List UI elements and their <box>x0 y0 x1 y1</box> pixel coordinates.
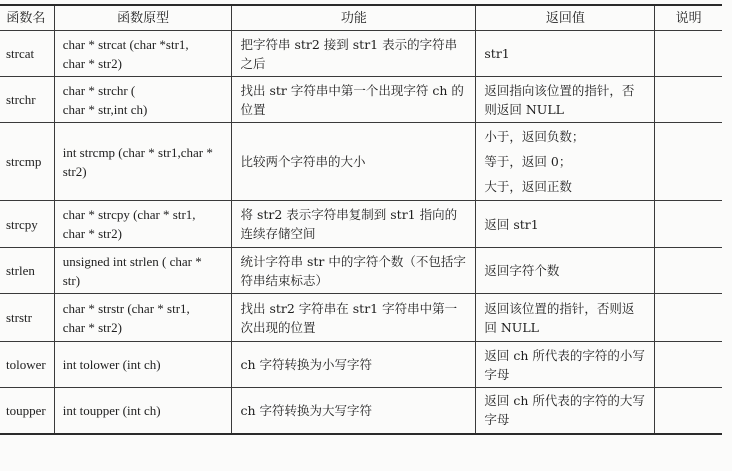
cell-note <box>655 201 722 248</box>
cell-name: strstr <box>0 294 54 342</box>
cell-return-value: 返回该位置的指针，否则返回 NULL <box>476 294 655 342</box>
string-functions-table <box>0 4 722 435</box>
cell-note <box>655 123 722 201</box>
cell-function: 找出 str 字符串中第一个出现字符 ch 的位置 <box>232 77 476 123</box>
cell-function: 将 str2 表示字符串复制到 str1 指向的连续存储空间 <box>232 201 476 248</box>
table-row <box>0 201 722 248</box>
cell-prototype: int toupper (int ch) <box>54 388 232 434</box>
cell-name: tolower <box>0 342 54 388</box>
cell-return-value: 小于，返回负数； 等于，返回 0； 大于，返回正数 <box>476 123 655 201</box>
header-prototype: 函数原型 <box>54 5 232 31</box>
cell-function: 找出 str2 字符串在 str1 字符串中第一次出现的位置 <box>232 294 476 342</box>
cell-function: 把字符串 str2 接到 str1 表示的字符串之后 <box>232 31 476 77</box>
cell-name: strlen <box>0 248 54 294</box>
table-row <box>0 31 722 77</box>
cell-prototype: char * strchr ( char * str,int ch) <box>54 77 232 123</box>
cell-prototype: int strcmp (char * str1,char * str2) <box>54 123 232 201</box>
cell-prototype: char * strcat (char *str1, char * str2) <box>54 31 232 77</box>
cell-name: strcat <box>0 31 54 77</box>
table-row <box>0 342 722 388</box>
cell-return-value: 返回字符个数 <box>476 248 655 294</box>
cell-function: 统计字符串 str 中的字符个数（不包括字符串结束标志） <box>232 248 476 294</box>
cell-prototype: unsigned int strlen ( char * str) <box>54 248 232 294</box>
header-function: 功能 <box>232 5 476 31</box>
cell-return-value: 返回 ch 所代表的字符的大写字母 <box>476 388 655 434</box>
cell-return-value: str1 <box>476 31 655 77</box>
header-note: 说明 <box>655 5 722 31</box>
cell-name: strcmp <box>0 123 54 201</box>
cell-note <box>655 248 722 294</box>
cell-prototype: int tolower (int ch) <box>54 342 232 388</box>
cell-return-value: 返回 str1 <box>476 201 655 248</box>
cell-note <box>655 388 722 434</box>
cell-prototype: char * strstr (char * str1, char * str2) <box>54 294 232 342</box>
cell-function: 比较两个字符串的大小 <box>232 123 476 201</box>
table-row <box>0 123 722 201</box>
table-row <box>0 77 722 123</box>
header-return-value: 返回值 <box>476 5 655 31</box>
cell-note <box>655 294 722 342</box>
cell-name: strchr <box>0 77 54 123</box>
table-row <box>0 388 722 434</box>
cell-note <box>655 31 722 77</box>
cell-note <box>655 77 722 123</box>
cell-return-value: 返回 ch 所代表的字符的小写字母 <box>476 342 655 388</box>
table-header-row <box>0 5 722 31</box>
header-function-name: 函数名 <box>0 5 54 31</box>
table-row <box>0 294 722 342</box>
cell-return-value: 返回指向该位置的指针，否则返回 NULL <box>476 77 655 123</box>
cell-function: ch 字符转换为大写字符 <box>232 388 476 434</box>
cell-prototype: char * strcpy (char * str1, char * str2) <box>54 201 232 248</box>
cell-note <box>655 342 722 388</box>
cell-name: strcpy <box>0 201 54 248</box>
cell-name: toupper <box>0 388 54 434</box>
table-row <box>0 248 722 294</box>
cell-function: ch 字符转换为小写字符 <box>232 342 476 388</box>
